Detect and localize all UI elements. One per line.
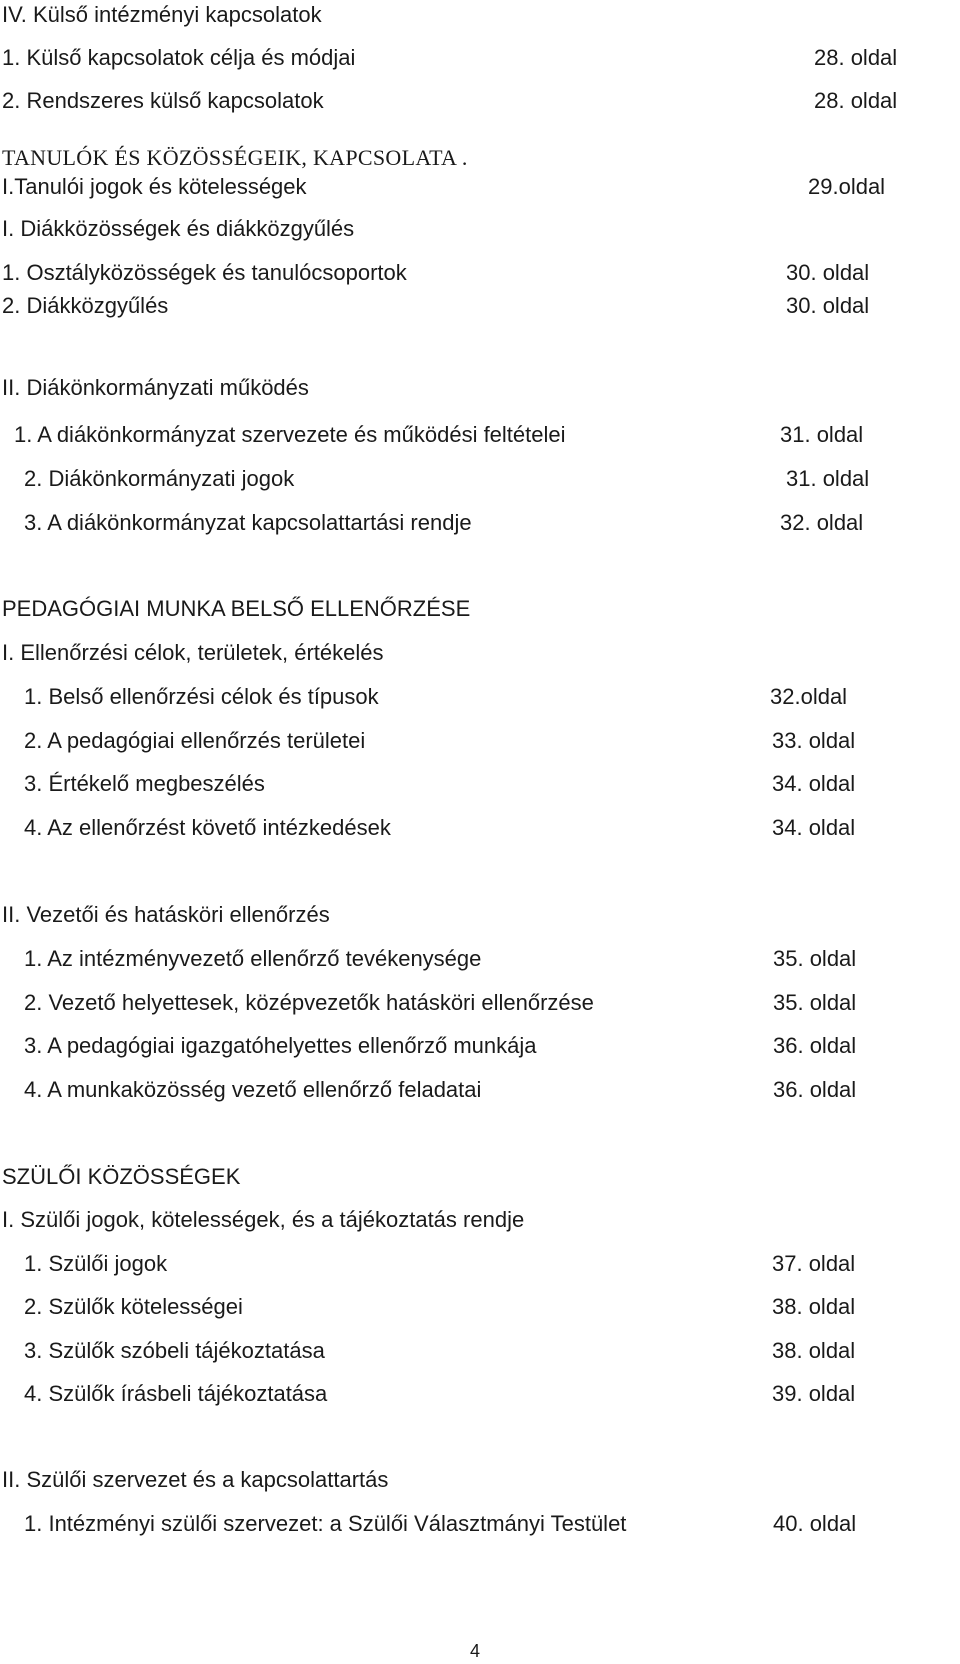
toc-entry: 4. Az ellenőrzést követő intézkedések (24, 815, 391, 840)
toc-entry: 1. Külső kapcsolatok célja és módjai (2, 45, 356, 70)
toc-heading: I. Ellenőrzési célok, területek, értékelés (2, 640, 384, 665)
toc-entry: 3. A pedagógiai igazgatóhelyettes ellenőrző munkája (24, 1033, 537, 1058)
toc-page: 30. oldal (786, 260, 870, 285)
toc-entry: 1. Osztályközösségek és tanulócsoportok (2, 260, 407, 285)
toc-page: 35. oldal (773, 990, 857, 1015)
toc-entry: 2. Vezető helyettesek, középvezetők hatásköri ellenőrzése (24, 990, 594, 1015)
toc-page: 36. oldal (773, 1033, 857, 1058)
toc-heading: I. Szülői jogok, kötelességek, és a tájékoztatás rendje (2, 1207, 525, 1232)
toc-page: 31. oldal (780, 422, 864, 447)
toc-entry: 2. Rendszeres külső kapcsolatok (2, 88, 324, 113)
toc-entry: 2. Szülők kötelességei (24, 1294, 243, 1319)
toc-entry: 1. Belső ellenőrzési célok és típusok (24, 684, 379, 709)
toc-page: 38. oldal (772, 1338, 856, 1363)
toc-page: 32. oldal (780, 510, 864, 535)
toc-entry: 3. Értékelő megbeszélés (24, 771, 265, 796)
toc-entry: 4. Szülők írásbeli tájékoztatása (24, 1381, 328, 1406)
toc-page: 40. oldal (773, 1511, 857, 1536)
toc-heading: II. Szülői szervezet és a kapcsolattartás (2, 1467, 389, 1492)
toc-entry: 1. Intézményi szülői szervezet: a Szülői Választmányi Testület (24, 1511, 627, 1536)
toc-page: 33. oldal (772, 728, 856, 753)
toc-page: 37. oldal (772, 1251, 856, 1276)
toc-page: 34. oldal (772, 815, 856, 840)
toc-page: 28. oldal (814, 88, 898, 113)
toc-page: 39. oldal (772, 1381, 856, 1406)
toc-entry: 1. A diákönkormányzat szervezete és működési feltételei (14, 422, 566, 447)
toc-page: 35. oldal (773, 946, 857, 971)
toc-heading: IV. Külső intézményi kapcsolatok (2, 2, 322, 27)
toc-page: 34. oldal (772, 771, 856, 796)
toc-entry: 2. Diákönkormányzati jogok (24, 466, 295, 491)
toc-section-heading: TANULÓK ÉS KÖZÖSSÉGEIK, KAPCSOLATA . (2, 145, 468, 170)
toc-page: 36. oldal (773, 1077, 857, 1102)
toc-entry: 3. A diákönkormányzat kapcsolattartási rendje (24, 510, 472, 535)
toc-page: 28. oldal (814, 45, 898, 70)
toc-page: 32.oldal (770, 684, 848, 709)
toc-section-heading: PEDAGÓGIAI MUNKA BELSŐ ELLENŐRZÉSE (2, 596, 471, 621)
toc-entry: 2. Diákközgyűlés (2, 293, 169, 318)
toc-entry: 1. Szülői jogok (24, 1251, 168, 1276)
toc-entry: 1. Az intézményvezető ellenőrző tevékenysége (24, 946, 482, 971)
toc-heading: II. Vezetői és hatásköri ellenőrzés (2, 902, 330, 927)
toc-heading: I. Diákközösségek és diákközgyűlés (2, 216, 355, 241)
toc-entry: 2. A pedagógiai ellenőrzés területei (24, 728, 366, 753)
toc-page: 30. oldal (786, 293, 870, 318)
toc-page: 29.oldal (808, 174, 886, 199)
toc-entry: I.Tanulói jogok és kötelességek (2, 174, 307, 199)
toc-page: 31. oldal (786, 466, 870, 491)
toc-page: 38. oldal (772, 1294, 856, 1319)
page-number: 4 (470, 1641, 481, 1661)
toc-section-heading: SZÜLŐI KÖZÖSSÉGEK (2, 1164, 241, 1189)
toc-entry: 4. A munkaközösség vezető ellenőrző feladatai (24, 1077, 482, 1102)
toc-entry: 3. Szülők szóbeli tájékoztatása (24, 1338, 325, 1363)
toc-heading: II. Diákönkormányzati működés (2, 375, 309, 400)
